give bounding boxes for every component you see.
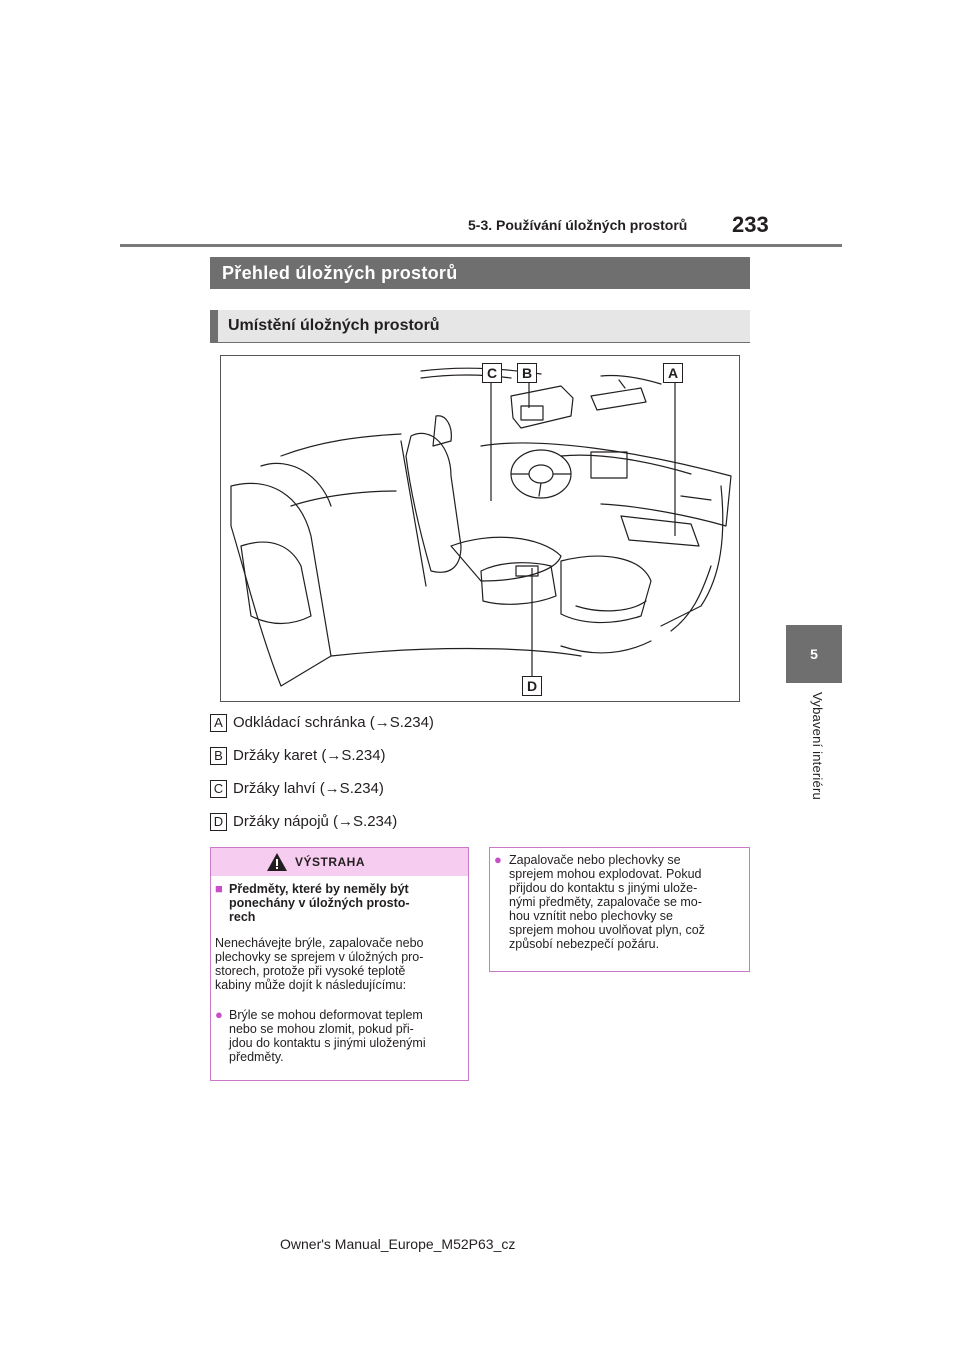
callout-d: D	[522, 676, 542, 696]
warning-bullet-line: přijdou do kontaktu s jinými ulože-	[509, 881, 698, 895]
warning-bullet-line: nými předměty, zapalovače se mo-	[509, 895, 702, 909]
callout-c: C	[482, 363, 502, 383]
subsection-rule	[210, 342, 750, 343]
warning-bullet-line: sprejem mohou explodovat. Pokud	[509, 867, 702, 881]
warning-bullet-line: způsobí nebezpečí požáru.	[509, 937, 660, 951]
square-bullet-icon: ■	[215, 881, 223, 896]
legend-text: Držáky lahví (→S.234)	[233, 780, 384, 797]
warning-bullet-line: předměty.	[229, 1050, 284, 1064]
running-header: 5-3. Používání úložných prostorů	[468, 217, 688, 233]
page-number: 233	[732, 212, 769, 237]
legend-item	[210, 812, 397, 832]
legend-key: D	[210, 813, 227, 831]
warning-heading-line: rech	[229, 910, 256, 924]
warning-bullet-line: hou vznítit nebo plechovky se	[509, 909, 673, 923]
warning-body-line: storech, protože při vysoké teplotě	[215, 964, 406, 978]
warning-bullet-line: sprejem mohou uvolňovat plyn, což	[509, 923, 705, 937]
legend-item	[210, 713, 434, 733]
warning-bullet-line: jdou do kontaktu s jinými uloženými	[229, 1036, 426, 1050]
footer-text: Owner's Manual_Europe_M52P63_cz	[280, 1236, 516, 1252]
interior-illustration	[220, 355, 740, 702]
warning-box-continued	[489, 847, 750, 972]
warning-header	[211, 848, 468, 876]
warning-body-line: Nenechávejte brýle, zapalovače nebo	[215, 936, 424, 950]
callout-leaders	[221, 356, 739, 701]
legend-key: C	[210, 780, 227, 798]
subsection-title: Umístění úložných prostorů	[210, 310, 750, 342]
legend-text: Odkládací schránka (→S.234)	[233, 714, 434, 731]
section-title: Přehled úložných prostorů	[210, 257, 750, 289]
callout-b: B	[517, 363, 537, 383]
legend-text: Držáky karet (→S.234)	[233, 747, 386, 764]
round-bullet-icon: ●	[494, 852, 502, 867]
warning-heading-line: Předměty, které by neměly být	[229, 882, 409, 896]
legend-text: Držáky nápojů (→S.234)	[233, 813, 398, 830]
warning-box	[210, 847, 469, 1081]
warning-title: VÝSTRAHA	[295, 855, 366, 869]
warning-bullet-line: nebo se mohou zlomit, pokud při-	[229, 1022, 414, 1036]
round-bullet-icon: ●	[215, 1007, 223, 1022]
legend-item	[210, 779, 384, 799]
warning-heading-line: ponechány v úložných prosto-	[229, 896, 410, 910]
warning-icon	[266, 852, 288, 872]
legend-item	[210, 746, 386, 766]
warning-body-line: kabiny může dojít k následujícímu:	[215, 978, 407, 992]
legend-key: B	[210, 747, 227, 765]
warning-bullet-line: Zapalovače nebo plechovky se	[509, 853, 681, 867]
warning-bullet-line: Brýle se mohou deformovat teplem	[229, 1008, 423, 1022]
chapter-title: Vybavení interiéru	[810, 692, 825, 800]
chapter-tab: 5	[786, 625, 842, 683]
callout-a: A	[663, 363, 683, 383]
warning-body-line: plechovky se sprejem v úložných pro-	[215, 950, 424, 964]
header-rule	[120, 244, 842, 247]
legend-key: A	[210, 714, 227, 732]
